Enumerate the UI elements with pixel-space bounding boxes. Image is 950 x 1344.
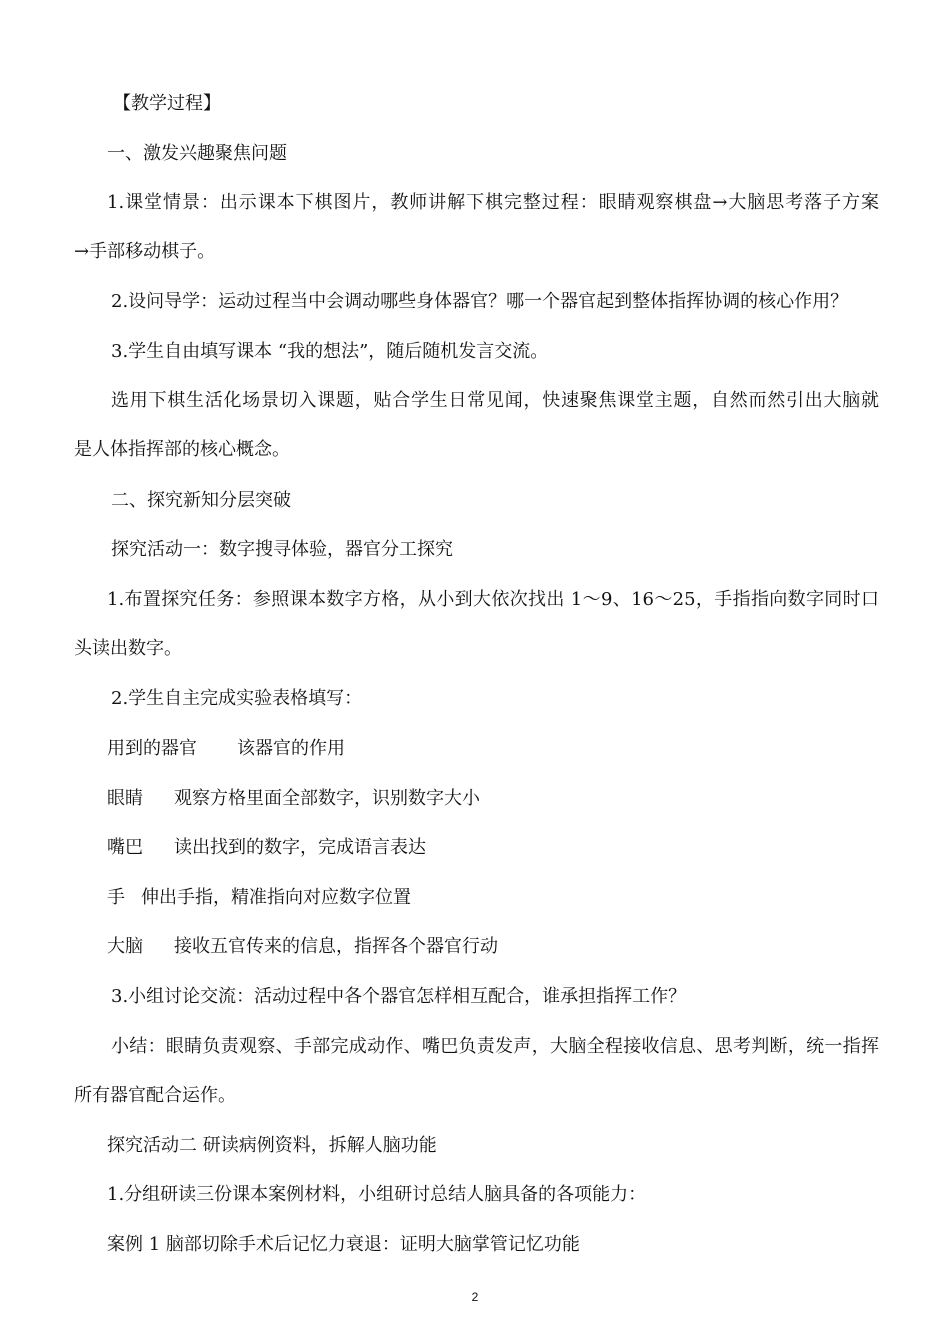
task2: 2.学生自主完成实验表格填写：	[111, 688, 363, 709]
task3: 3.小组讨论交流：活动过程中各个器官怎样相互配合，谁承担指挥工作？	[111, 986, 687, 1007]
table-row	[107, 935, 498, 959]
section2-title: 二、探究新知分层突破	[111, 490, 291, 511]
table-row-role: 伸出手指，精准指向对应数字位置	[141, 887, 411, 908]
section1-item1-line2: →手部移动棋子。	[74, 241, 216, 262]
table-row-organ: 大脑	[107, 936, 143, 957]
table-row	[107, 787, 480, 811]
task1-line2: 头读出数字。	[74, 638, 182, 659]
activity1-title: 探究活动一：数字搜寻体验，器官分工探究	[111, 539, 453, 560]
section1-item2: 2.设问导学：运动过程当中会调动哪些身体器官？哪一个器官起到整体指挥协调的核心作用？	[111, 291, 849, 312]
case-task: 1.分组研读三份课本案例材料，小组研讨总结人脑具备的各项能力：	[107, 1184, 647, 1205]
table-row-role: 接收五官传来的信息，指挥各个器官行动	[174, 936, 498, 957]
activity2-title: 探究活动二 研读病例资料，拆解人脑功能	[107, 1135, 437, 1156]
summary-line2: 所有器官配合运作。	[74, 1085, 236, 1106]
table-row-role: 观察方格里面全部数字，识别数字大小	[174, 788, 480, 809]
table-row-organ: 手	[107, 887, 125, 908]
section1-item1-line1: 1.课堂情景：出示课本下棋图片，教师讲解下棋完整过程：眼睛观察棋盘→大脑思考落子方案	[107, 192, 879, 213]
lesson-heading: 【教学过程】	[113, 93, 221, 114]
case1: 案例 1 脑部切除手术后记忆力衰退：证明大脑掌管记忆功能	[107, 1234, 580, 1255]
table-row	[107, 836, 426, 860]
table-row-organ: 嘴巴	[107, 837, 143, 858]
table-row	[107, 886, 411, 910]
table-header	[107, 737, 345, 761]
page-number: 2	[471, 1290, 479, 1304]
section1-item3: 3.学生自由填写课本 “我的想法”，随后随机发言交流。	[111, 341, 549, 362]
table-row-organ: 眼睛	[107, 788, 143, 809]
table-header-role: 该器官的作用	[237, 738, 345, 759]
table-header-organ: 用到的器官	[107, 738, 197, 759]
section1-note-line2: 是人体指挥部的核心概念。	[74, 439, 290, 460]
table-row-role: 读出找到的数字，完成语言表达	[174, 837, 426, 858]
summary-line1: 小结：眼睛负责观察、手部完成动作、嘴巴负责发声，大脑全程接收信息、思考判断，统一指挥	[111, 1036, 879, 1057]
section1-note-line1: 选用下棋生活化场景切入课题，贴合学生日常见闻，快速聚焦课堂主题，自然而然引出大脑就	[111, 390, 879, 411]
task1-line1: 1.布置探究任务：参照课本数字方格，从小到大依次找出 1～9、16～25，手指指向数字同时口	[107, 589, 879, 610]
section1-title: 一、激发兴趣聚焦问题	[107, 143, 287, 164]
